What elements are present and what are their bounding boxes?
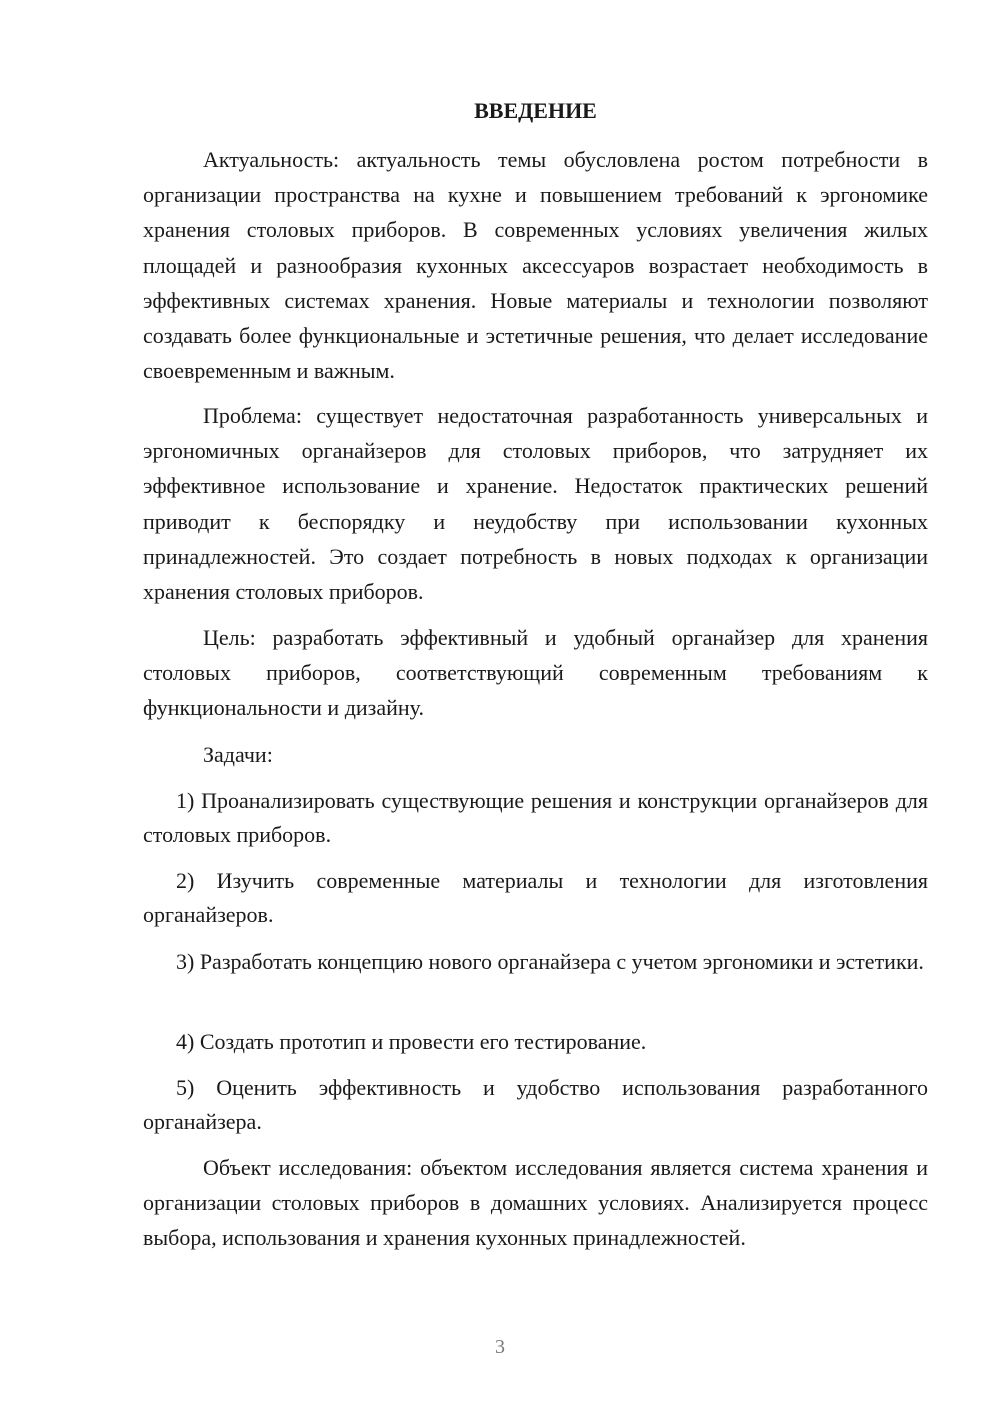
paragraph-relevance: Актуальность: актуальность темы обусловлена ростом потребности в организации пространства на кухне и повышением требований к эргономике хранения столовых приборов. В современных условиях увеличения жилых площадей и разнообразия кухонных аксессуаров возрастает необходимость в эффективных системах хранения. Новые материалы и технологии позволяют создавать более функциональные и эстетичные решения, что делает исследование своевременным и важным. — [143, 147, 928, 384]
paragraph-problem: Проблема: существует недостаточная разработанность универсальных и эргономичных органайзеров для столовых приборов, что затрудняет их эффективное использование и хранение. Недостаток практических решений приводит к беспорядку и неудобству при использовании кухонных принадлежностей. Это создает потребность в новых подходах к организации хранения столовых приборов. — [143, 403, 928, 605]
page-number: 3 — [495, 1336, 505, 1358]
task-item-4: 4) Создать прототип и провести его тестирование. — [176, 1029, 647, 1054]
section-heading: ВВЕДЕНИЕ — [474, 98, 597, 123]
task-item-3: 3) Разработать концепцию нового органайзера с учетом эргономики и эстетики. — [176, 949, 924, 974]
paragraph-object: Объект исследования: объектом исследования является система хранения и организации столовых приборов в домашних условиях. Анализируется процесс выбора, использования и хранения кухонных принадлежностей. — [143, 1155, 928, 1251]
tasks-label: Задачи: — [203, 742, 273, 767]
task-item-5: 5) Оценить эффективность и удобство использования разработанного органайзера. — [143, 1075, 928, 1134]
task-item-1: 1) Проанализировать существующие решения и конструкции органайзеров для столовых приборов. — [143, 788, 928, 847]
task-item-2: 2) Изучить современные материалы и технологии для изготовления органайзеров. — [143, 868, 928, 927]
paragraph-goal: Цель: разработать эффективный и удобный органайзер для хранения столовых приборов, соответствующий современным требованиям к функциональности и дизайну. — [143, 625, 928, 721]
